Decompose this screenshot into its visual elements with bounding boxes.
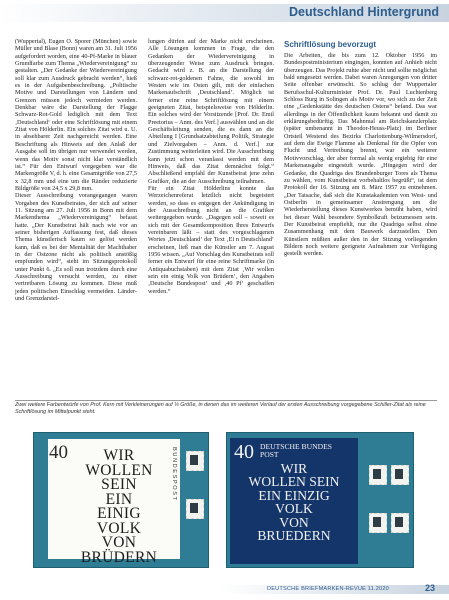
section-title: Deutschland Hintergrund bbox=[288, 5, 439, 19]
stamp-design-dark bbox=[226, 432, 414, 568]
page-number: 23 bbox=[424, 583, 435, 593]
paragraph: lungen dürfen auf der Marke nicht erscheinen. Alle Lösungen kommen in Frage, die den Gedanken der Wiedervereinigung in überzeugender Weise zum Ausdruck bringen. Gedacht wird z. B. an die Darstellung der schwarz-rot-goldenen Fahne, die sowohl im Westen wie im Osten gilt, mit der einfachen Markenaufschrift ‚Deutschland‘. Möglich ist ferner eine reine Schriftlösung mit einem geeigneten Zitat, beispielsweise von Hölderlin. Ein solches wird der Vorsitzende [Prof. Dr. Emil Preetorius – Anm. des Verf.] auswählen und an die Geschäftsleitung senden, die es dann an die Abteilung I [Grundsatzabteilung Politik, Strategie und Zielvorgaben – Anm. d. Verf.] zur Zustimmung weiterleiten wird. Die Ausschreibung kann jetzt schon veranlasst werden mit dem Hinweis, daß das Zitat demnächst folgt.“ Abschließend empfahl der Kunstbeirat jene zehn Grafiker, die an der Ausschreibung teilnahmen. bbox=[148, 38, 274, 185]
stamp-motto: WIR WOLLEN SEIN EIN EINZIG VOLK VON BRUEDERN bbox=[248, 461, 340, 544]
publication-name: DEUTSCHE BRIEFMARKEN-REVUE 11.2020 bbox=[266, 586, 389, 592]
stamp-country: DEUTSCHE BUNDES POST bbox=[260, 442, 332, 460]
stamp-motto: WIR WOLLEN SEIN EIN EINIG VOLK VON BRÜDERN bbox=[80, 447, 158, 566]
paragraph: (Wuppertal), Eugen O. Sporer (München) sowie Müller und Blase (Bonn) waren am 31. Juli 1956 aufgefordert worden, eine 40-Pf-Marke in blauer Grundfarbe zum Thema „Wiedervereinigung“ zu gestalten. „Der Gedanke der Wiedervereinigung soll klar zum Ausdruck gebracht werden“, hieß es in der Aufgabenbeschreibung. „Politische Motive und Darstellungen von Ländern und Grenzen müssen jedoch vermieden werden. Denkbar wäre die Darstellung der Flagge Schwarz-Rot-Gold lediglich mit dem Text ‚Deutschland‘ oder eine Schriftlösung mit einem Zitat von Hölderlin. Ein solches Zitat wird u. U. in absehbarer Zeit nachgereicht werden. Eine Beschriftung als Hinweis auf den Anlaß der Ausgabe soll im übrigen nur verwendet werden, wenn das Motiv sonst nicht klar verständlich ist.“ Für den Entwurf vorgegeben war die Markengröße V, d. h. eine Gesamtgröße von 27,5 x 32,8 mm und eine um die Ränder reduzierte Bildgröße von 24,5 x 29,8 mm. bbox=[15, 38, 137, 192]
stamp-value: 40 bbox=[234, 441, 254, 463]
stamp-thumbnail bbox=[391, 513, 409, 533]
subheading: Schriftlösung bevorzugt bbox=[284, 40, 376, 49]
stamp-sheet bbox=[230, 438, 358, 564]
text-column-3 bbox=[284, 52, 437, 258]
stamp-thumbnail bbox=[391, 465, 409, 485]
text-column-2 bbox=[148, 38, 274, 295]
paragraph: Die Arbeiten, die bis zum 12. Oktober 1956 im Bundespostministerium eingingen, konnten auf Anhieb nicht überzeugen. Das Projekt ruhte aber nicht und sollte möglichst bald umgesetzt werden. Dabei waren Anregungen von dritter Seite offenbar erwünscht. So schlug der Wuppertaler Berufsschul-Kulturminister Prof. Dr. Paul Luchtenberg Schloss Burg in Solingen als Motiv vor, wo sich zu der Zeit eine „Gedenkstätte des deutschen Ostens“ befand. Das war allerdings in der Öffentlichkeit kaum bekannt und damit zu erklärungsbedürftig. Das Mahnmal am Reichskanzlerplatz (später umbenannt in Theodor-Heuss-Platz) im Berliner Ortsteil Westend des Bezirks Charlottenburg-Wilmersdorf, auf dem die Ewige Flamme als Denkmal für die Opfer von Flucht und Vertreibung brennt, war ein weiterer Motivvorschlag, der aber formal als wenig ergiebig für eine Markenausgabe eingestuft wurde. „Hingegen wird der Gedanke, die Quadriga des Brandenburger Tores als Thema zu wählen, vom Kunstbeirat vorbehaltlos begrüßt“, ist dem Protokoll der 16. Sitzung am 8. März 1957 zu entnehmen. „Der Tatsache, daß sich die Kunstakademien von West- und Ostberlin in gemeinsamer Anstrengung um die Wiederherstellung dieses Kunstwerkes bemüht haben, wird bei dieser Wahl besondere Symbolkraft beizumessen sein. Der Kunstbeirat empfiehlt, nur die Quadriga selbst ohne Zusammenhang mit dem Bauwerk darzustellen. Den Künstlern müßten außer den in der Sitzung vorliegenden Bildern noch weitere geeignete Aufnahmen zur Verfügung gestellt werden. bbox=[284, 52, 437, 258]
paragraph: Dieser Ausschreibung vorangegangen waren Vorgaben des Kunstbeirates, der sich auf seiner 11. Sitzung am 27. Juli 1956 in Bonn mit dem Markenthema „Wiedervereinigung“ befasst hatte. „Der Kunstbeirat hält nach wie vor an seiner bisherigen Auffassung fest, daß dieses Thema künstlerisch kaum so gelöst werden kann, daß es bei der Mentalität der Machthaber in der Ostzone nicht als politisch anstößig empfunden wird“, steht im Sitzungsprotokoll unter Punkt 6. „Es soll nun trotzdem durch eine Ausschreibung versucht werden, zu einer vertretbaren Lösung zu kommen. Diese muß jeden politischen Einschlag vermeiden. Länder- und Grenzdarstel- bbox=[15, 192, 137, 303]
stamp-side-text: BUNDESPOST bbox=[171, 447, 177, 502]
stamp-design-light bbox=[33, 432, 209, 568]
stamp-thumbnail bbox=[369, 465, 387, 485]
stamp-thumbnail bbox=[186, 499, 204, 519]
stamp-thumbnail bbox=[369, 513, 387, 533]
caption-divider bbox=[15, 400, 437, 401]
stamp-thumbnail bbox=[186, 451, 204, 471]
paragraph: Für ein Zitat Hölderlins konnte das Werzeichenreferat letztlich nicht begeistert werden, so dass es entgegen der Ankündigung in der Ausschreibung nicht an die Grafiker weitergegeben wurde. „Dagegen soll – soweit es sich mit der Gesamtkomposition Ihres Entwurfs vereinbaren läßt – statt des vorgeschlagenen Wortes ‚Deutschland‘ der Text ‚Ei n Deutschland‘ erscheinen, ließ man die Künstler am 7. August 1956 wissen. „Auf Vorschlag des Kunstbeirats soll ferner ein Entwurf für eine reine Schriftmarke (in Antiquabuchstaben) mit dem Zitat ‚Wir wollen sein ein einig Volk von Brüdern‘, den Angaben ‚Deutsche Bundespost‘ und ‚40 Pf‘ geschaffen werden.“ bbox=[148, 184, 274, 295]
image-caption: Zwei weitere Farbentwürfe von Prof. Kern mit Verkleinerungen auf ¼ Größe, in denen das im weiteren Verlauf der ersten Ausschreibung vorgegebene Schiller-Zitat als reine Schriftlösung im Mittelpunkt steht. bbox=[15, 402, 426, 415]
text-column-1 bbox=[15, 38, 137, 302]
stamp-sheet bbox=[48, 439, 180, 566]
stamp-value: 40 bbox=[49, 442, 68, 463]
